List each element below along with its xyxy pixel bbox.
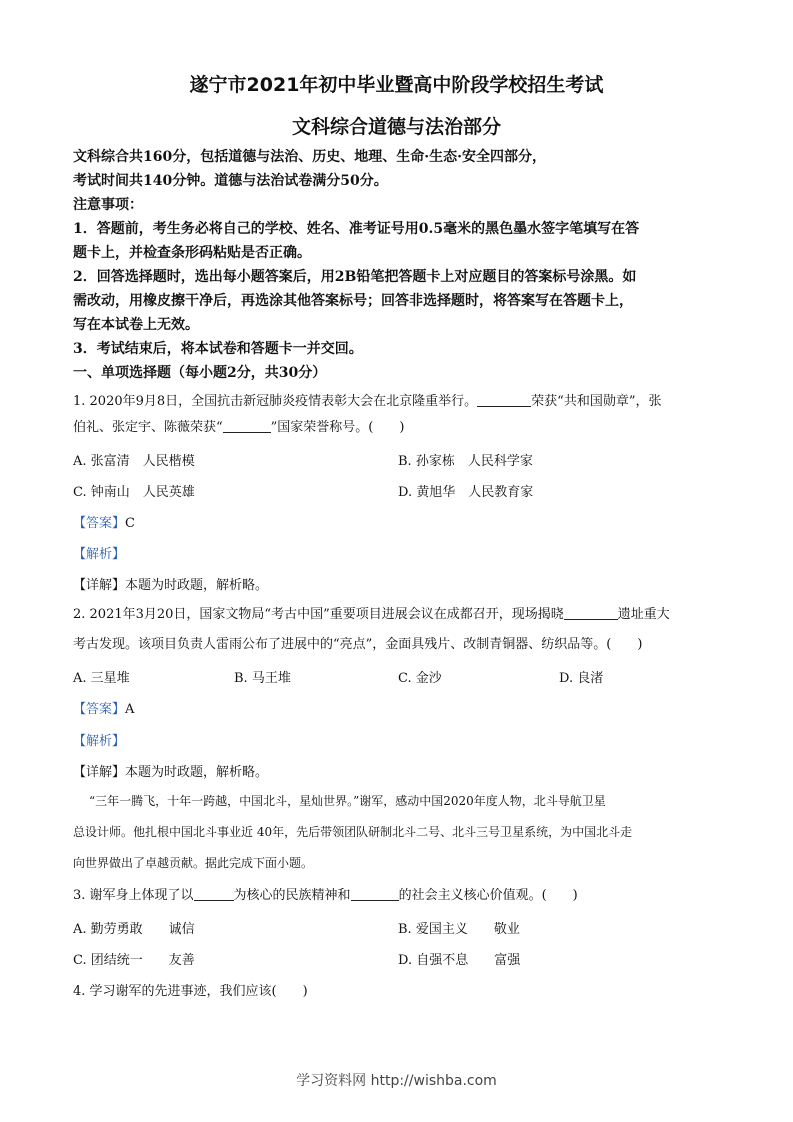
answer-blank	[223, 418, 271, 433]
footer-watermark: 学习资料网 http://wishba.com	[296, 1073, 497, 1089]
q1-option-c: C. 钟南山 人民英雄	[73, 485, 195, 500]
q2-stem-text-b: 遗址重大	[617, 607, 670, 622]
q1-analysis-label: 【解析】	[73, 547, 126, 562]
answer-label: 【答案】	[73, 702, 126, 717]
q2-stem-text-a: 2. 2021年3月20日，国家文物局“考古中国”重要项目进展会议在成都召开，现场揭晓	[73, 607, 564, 622]
q1-detail: 【详解】本题为时政题，解析略。	[73, 578, 269, 593]
answer-blank	[351, 886, 399, 901]
note-1a: 1．答题前，考生务必将自己的学校、姓名、准考证号用0.5毫米的黑色墨水签字笔填写在答	[73, 221, 640, 237]
q1-option-d: D. 黄旭华 人民教育家	[398, 485, 534, 500]
q1-option-b: B. 孙家栋 人民科学家	[398, 454, 533, 469]
q2-stem-line-2: 考古发现。该项目负责人雷雨公布了进展中的“亮点”，金面具残片、改制青铜器、纺织品等。( )	[73, 637, 643, 652]
q1-option-a: A. 张富清 人民楷模	[73, 454, 195, 469]
answer-blank	[477, 392, 531, 407]
answer-value: C	[125, 516, 135, 531]
note-3: 3．考试结束后，将本试卷和答题卡一并交回。	[73, 341, 363, 357]
q1-stem-line-2	[73, 418, 723, 437]
q1-stem-text-a: 1. 2020年9月8日，全国抗击新冠肺炎疫情表彰大会在北京隆重举行。	[73, 394, 478, 409]
q2-option-d: D. 良渚	[559, 671, 604, 686]
q2-answer	[73, 698, 134, 717]
q3-stem	[73, 886, 723, 905]
q3-stem-text-b: 为核心的民族精神和	[233, 888, 351, 903]
intro-line-1: 文科综合共160分，包括道德与法治、历史、地理、生命·生态·安全四部分，	[73, 149, 546, 165]
passage-line-3: 向世界做出了卓越贡献。据此完成下面小题。	[73, 856, 314, 870]
q3-stem-text-c: 的社会主义核心价值观。( )	[398, 888, 578, 903]
q1-stem-text-b: 荣获“共和国勋章”，张	[531, 394, 662, 409]
q2-detail: 【详解】本题为时政题，解析略。	[73, 765, 269, 780]
q3-option-b: B. 爱国主义 敬业	[398, 922, 520, 937]
q1-stem-text-c: 伯礼、张定宇、陈薇荣获“	[73, 420, 223, 435]
q4-stem: 4. 学习谢军的先进事迹，我们应该( )	[73, 984, 308, 999]
section-heading: 一、单项选择题（每小题2分，共30分）	[73, 365, 327, 381]
q3-option-d: D. 自强不息 富强	[398, 953, 521, 968]
page-title: 遂宁市2021年初中毕业暨高中阶段学校招生考试	[189, 74, 604, 96]
note-2a: 2．回答选择题时，选出每小题答案后，用2B铅笔把答题卡上对应题目的答案标号涂黑。如	[73, 269, 637, 285]
q2-analysis-label: 【解析】	[73, 734, 126, 749]
q3-option-a: A. 勤劳勇敢 诚信	[73, 922, 195, 937]
passage-line-1: “三年一腾飞，十年一跨越，中国北斗，星灿世界。”谢军，感动中国2020年度人物，北斗导航卫星	[89, 794, 606, 808]
note-2c: 写在本试卷上无效。	[73, 317, 199, 333]
q1-answer	[73, 512, 135, 531]
answer-value: A	[125, 702, 135, 717]
page-subtitle: 文科综合道德与法治部分	[291, 116, 501, 138]
q3-stem-text-a: 3. 谢军身上体现了以	[73, 888, 194, 903]
q1-stem-line-1	[73, 392, 723, 411]
note-1b: 题卡上，并检查条形码粘贴是否正确。	[73, 245, 311, 261]
notes-label: 注意事项：	[73, 197, 143, 213]
q2-option-a: A. 三星堆	[73, 671, 130, 686]
q1-stem-text-d: ”国家荣誉称号。( )	[270, 420, 405, 435]
answer-blank	[564, 605, 618, 620]
q2-stem-line-1	[73, 605, 723, 624]
q3-option-c: C. 团结统一 友善	[73, 953, 195, 968]
q2-option-c: C. 金沙	[398, 671, 442, 686]
passage-line-2: 总设计师。他扎根中国北斗事业近 40年，先后带领团队研制北斗二号、北斗三号卫星系统，为中国北斗走	[73, 825, 633, 839]
intro-line-2: 考试时间共140分钟。道德与法治试卷满分50分。	[73, 173, 388, 189]
q2-option-b: B. 马王堆	[234, 671, 291, 686]
answer-blank	[194, 886, 234, 901]
note-2b: 需改动，用橡皮擦干净后，再选涂其他答案标号；回答非选择题时，将答案写在答题卡上，	[73, 293, 633, 309]
answer-label: 【答案】	[73, 516, 126, 531]
